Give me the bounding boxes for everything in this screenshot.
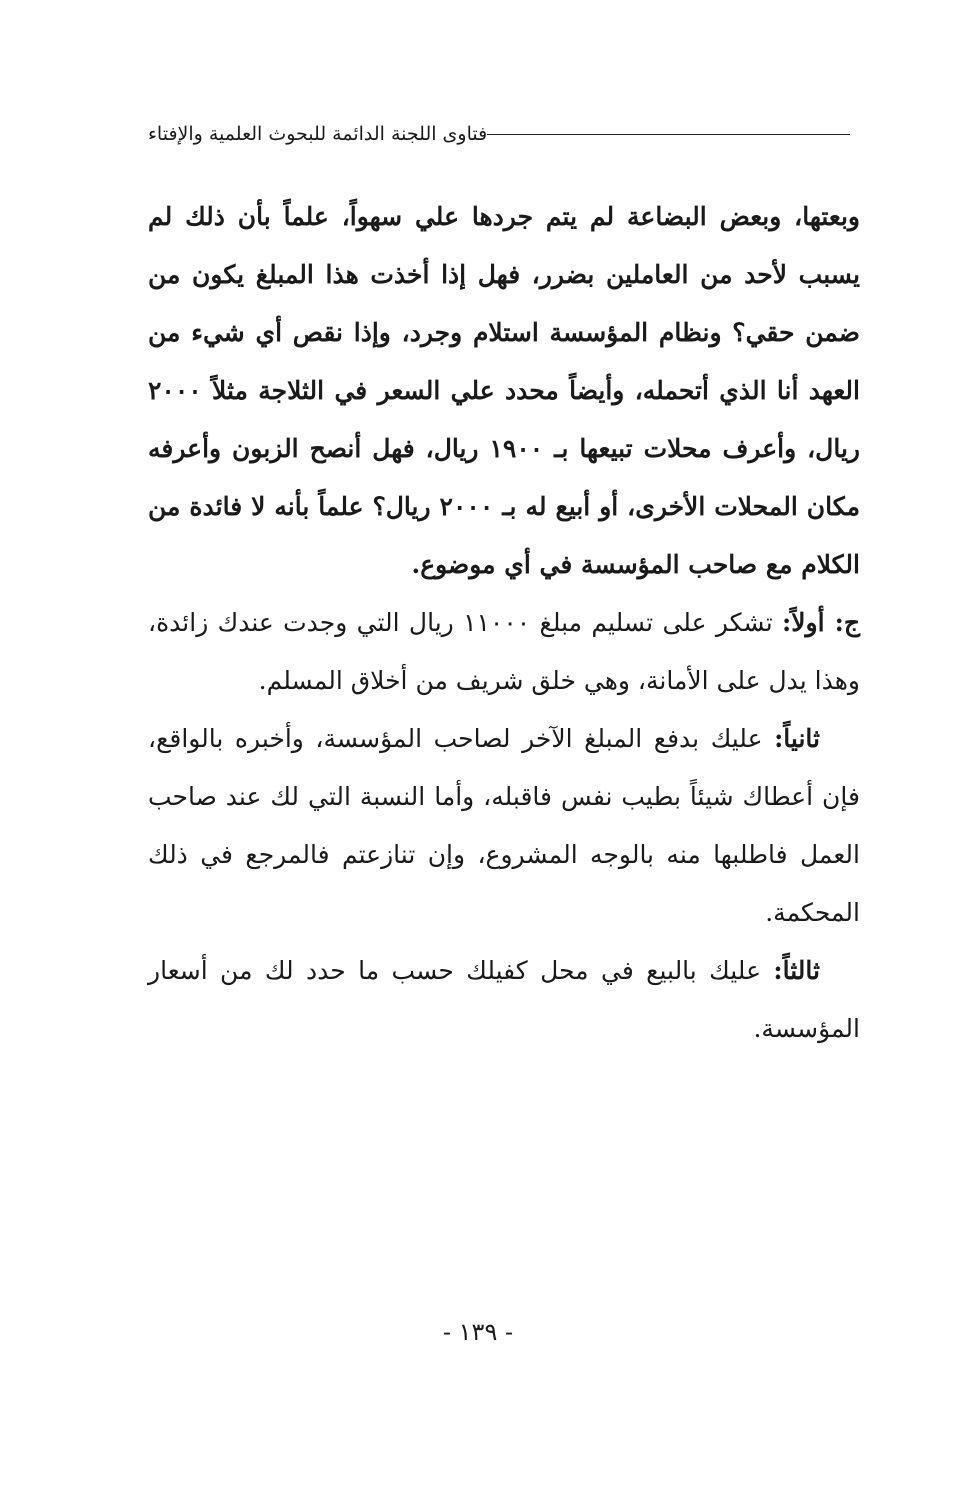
running-header <box>148 118 860 150</box>
answer-paragraph-3 <box>148 942 860 1058</box>
header-title: فتاوى اللجنة الدائمة للبحوث العلمية والإفتاء <box>148 123 488 145</box>
answer-text-3: عليك بالبيع في محل كفيلك حسب ما حدد لك من أسعار المؤسسة. <box>148 956 860 1043</box>
answer-label-3: ثالثاً: <box>773 956 820 985</box>
answer-paragraph-2 <box>148 710 860 942</box>
header-rule <box>487 134 850 135</box>
answer-paragraph-1 <box>148 594 860 710</box>
question-paragraph: وبعتها، وبعض البضاعة لم يتم جردها علي سهواً، علماً بأن ذلك لم يسبب لأحد من العاملين بضرر، فهل إذا أخذت هذا المبلغ يكون من ضمن حقي؟ ونظام المؤسسة استلام وجرد، وإذا نقص أي شيء من العهد أنا الذي أتحمله، وأيضاً محدد علي السعر في الثلاجة مثلاً ٢٠٠٠ ريال، وأعرف محلات تبيعها بـ ١٩٠٠ ريال، فهل أنصح الزبون وأعرفه مكان المحلات الأخرى، أو أبيع له بـ ٢٠٠٠ ريال؟ علماً بأنه لا فائدة من الكلام مع صاحب المؤسسة في أي موضوع. <box>148 202 860 579</box>
answer-text-1: تشكر على تسليم مبلغ ١١٠٠٠ ريال التي وجدت عندك زائدة، وهذا يدل على الأمانة، وهي خلق شريف من أخلاق المسلم. <box>148 608 860 695</box>
page-body <box>148 188 860 1058</box>
answer-label-2: ثانياً: <box>774 724 820 753</box>
answer-text-2: عليك بدفع المبلغ الآخر لصاحب المؤسسة، وأخبره بالواقع، فإن أعطاك شيئاً بطيب نفس فاقبله، وأما النسبة التي لك عند صاحب العمل فاطلبها منه بالوجه المشروع، وإن تنازعتم فالمرجع في ذلك المحكمة. <box>148 724 860 927</box>
answer-label-1: ج: أولاً: <box>782 608 860 637</box>
page-number: - ١٣٩ - <box>442 1318 514 1346</box>
